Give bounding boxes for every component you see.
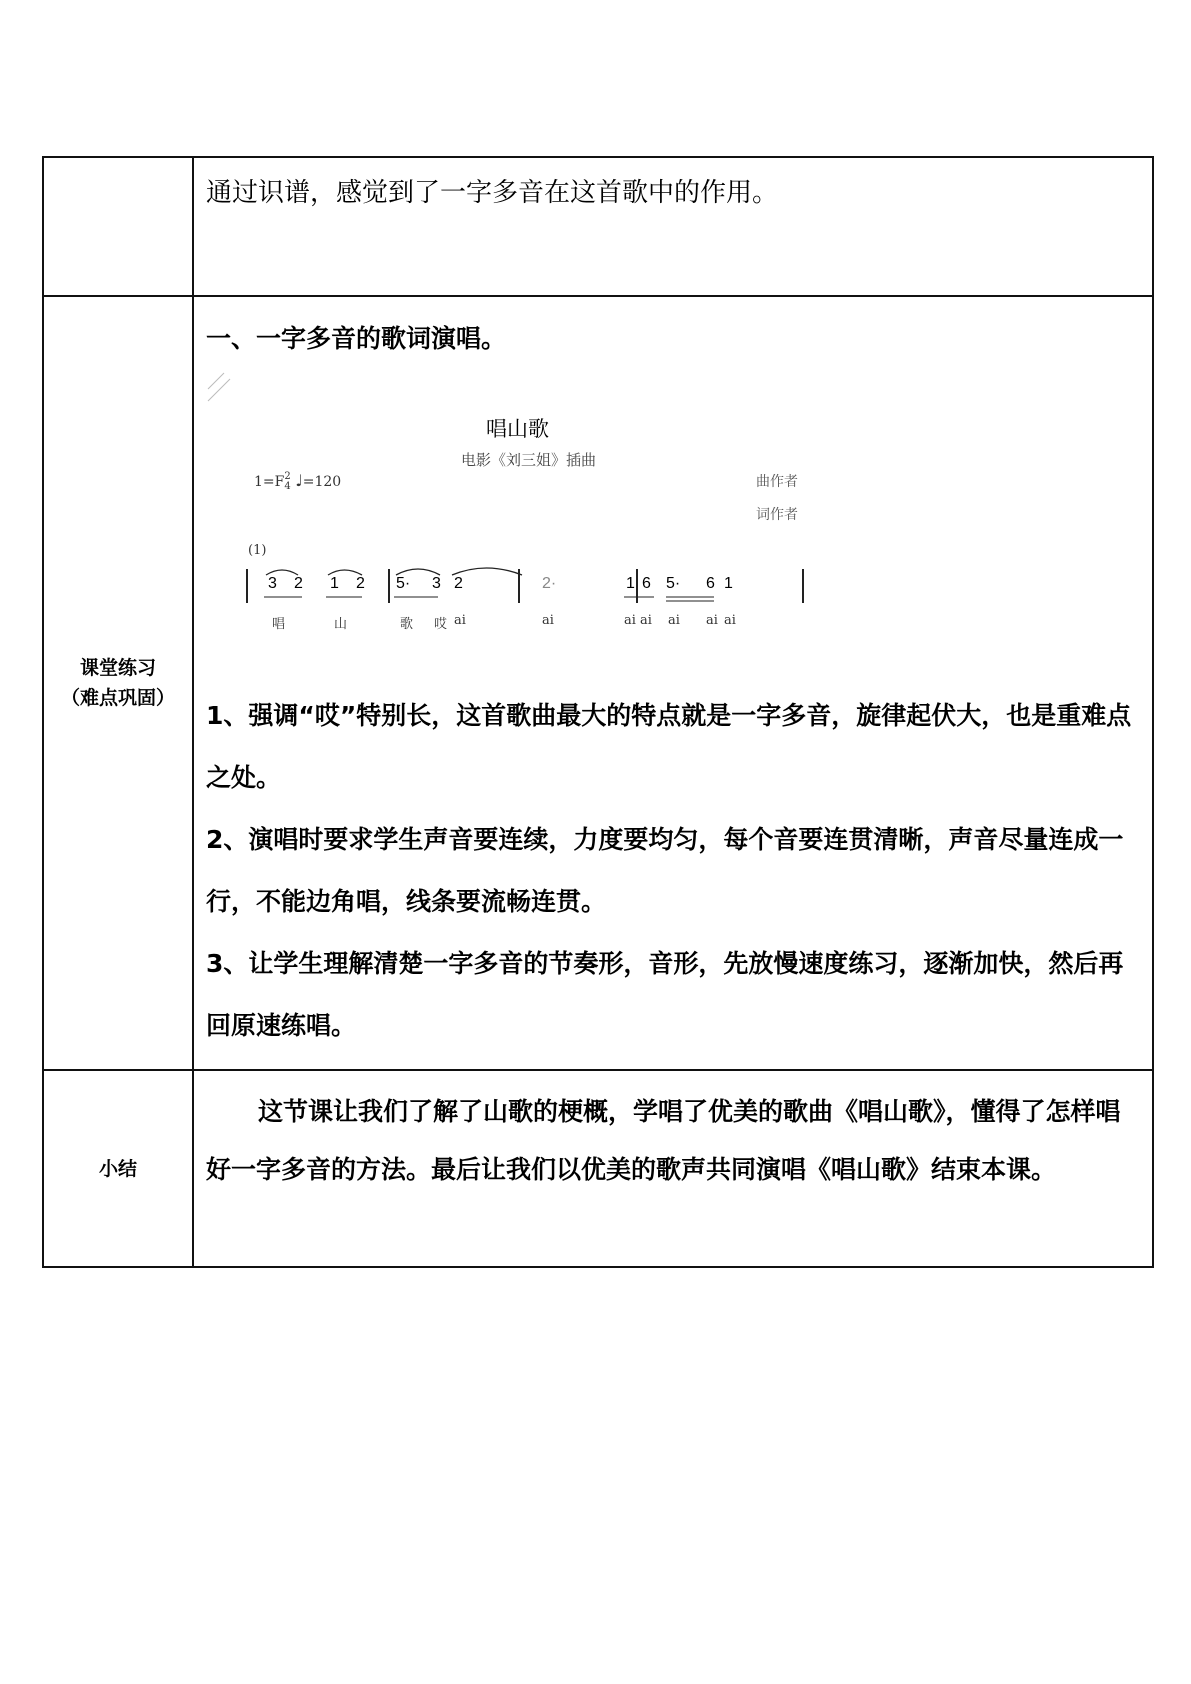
row-label: 小结: [43, 1070, 193, 1267]
lyric: ai: [724, 613, 736, 628]
lyric: 歌: [400, 617, 414, 632]
practice-content: [193, 296, 1153, 1070]
time-top: 2: [284, 471, 291, 482]
note: 6: [706, 575, 715, 592]
note: 5·: [396, 575, 411, 592]
note: 2: [294, 575, 303, 592]
note: 6: [642, 575, 651, 592]
lyric: 唱: [272, 617, 286, 632]
note: 1: [626, 575, 635, 592]
point-item: 3、让学生理解清楚一字多音的节奏形，音形，先放慢速度练习，逐渐加快，然后再回原速练唱。: [206, 949, 1124, 1040]
lyric: ai: [706, 613, 718, 628]
note: 3: [432, 575, 441, 592]
measure-number: (1): [248, 543, 267, 558]
table-row: [43, 1070, 1153, 1267]
lyric: 山: [334, 617, 348, 632]
summary-content: 这节课让我们了解了山歌的梗概，学唱了优美的歌曲《唱山歌》，懂得了怎样唱好一字多音的方法。最后让我们以优美的歌声共同演唱《唱山歌》结束本课。: [193, 1070, 1153, 1267]
point-item: 1、强调“哎”特别长，这首歌曲最大的特点就是一字多音，旋律起伏大，也是重难点之处。: [206, 701, 1132, 792]
row-label: [43, 157, 193, 296]
lyric: ai: [542, 613, 554, 628]
key: 1=F: [254, 474, 285, 490]
tempo: =120: [302, 474, 342, 490]
music-score-image: [206, 369, 966, 679]
key-points: [206, 685, 1140, 1057]
table-row: [43, 157, 1153, 296]
note: 1: [724, 575, 733, 592]
note: 2: [356, 575, 365, 592]
score-subtitle: 电影《刘三姐》插曲: [461, 451, 597, 469]
section-heading: 一、一字多音的歌词演唱。: [206, 324, 507, 353]
score-lyricist: 词作者: [756, 507, 798, 523]
score-title: 唱山歌: [486, 417, 549, 441]
time-bottom: 4: [284, 481, 291, 492]
lyric: ai: [624, 613, 636, 628]
slur-lines: [206, 369, 966, 679]
note: 1: [330, 575, 339, 592]
row-content: 通过识谱，感觉到了一字多音在这首歌中的作用。: [193, 157, 1153, 296]
note: 5·: [666, 575, 681, 592]
row-label: [43, 296, 193, 1070]
label-line: （难点巩固）: [60, 687, 175, 709]
table-row: [43, 296, 1153, 1070]
label-line: 课堂练习: [79, 657, 156, 679]
note: 3: [268, 575, 277, 592]
lyric: ai: [668, 613, 680, 628]
lesson-table: [42, 156, 1154, 1268]
point-item: 2、演唱时要求学生声音要连续，力度要均匀，每个音要连贯清晰，声音尽量连成一行，不能边角唱，线条要流畅连贯。: [206, 825, 1124, 916]
lyric: ai: [640, 613, 652, 628]
note: 2·: [542, 575, 557, 592]
lyric: 哎: [434, 617, 448, 632]
quarter-note-icon: ♩: [295, 471, 303, 490]
lyric: ai: [454, 613, 466, 628]
score-composer: 曲作者: [756, 474, 798, 490]
note: 2: [454, 575, 463, 592]
